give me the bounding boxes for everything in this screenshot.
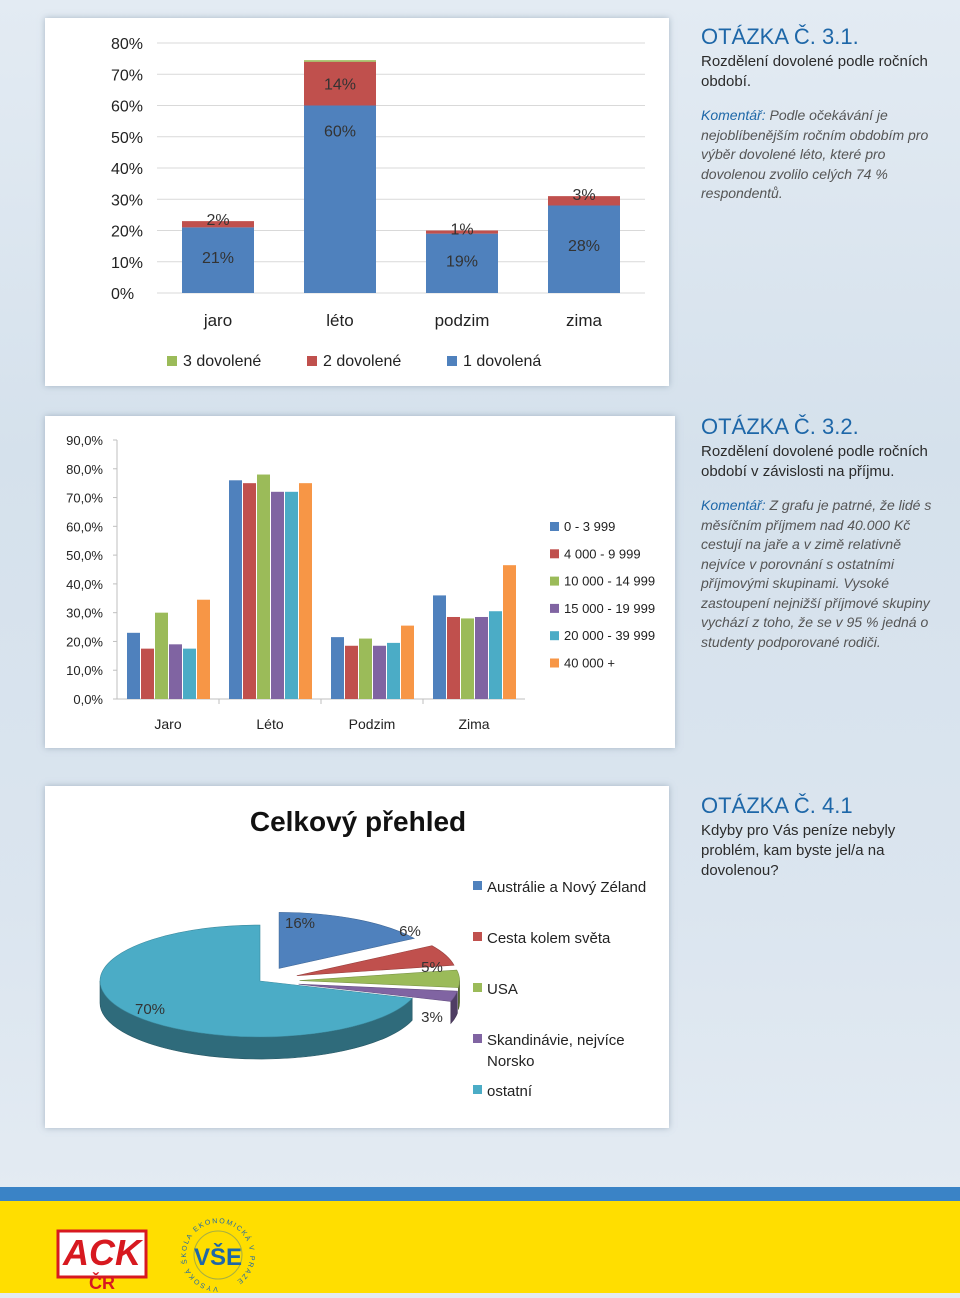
y-tick-label: 60,0%	[66, 519, 103, 535]
bar-4-000-9-999	[243, 483, 256, 699]
data-label: 70%	[134, 1001, 166, 1018]
legend-swatch-40-000	[550, 659, 559, 668]
data-label: 1%	[450, 221, 474, 239]
data-label: 16%	[284, 915, 316, 932]
y-tick-label: 0,0%	[73, 692, 103, 707]
comment-text: Podle očekávání je nejoblíbenějším ročním obdobím pro výběr dovolené léto, které pro dovolenou zvolilo celých 74 % respondentů.	[701, 107, 929, 201]
x-tick-label: Jaro	[154, 716, 182, 732]
bar-0-3-999	[127, 633, 140, 699]
x-tick-label: Zima	[458, 716, 490, 732]
y-tick-label: 60%	[111, 98, 144, 116]
question-subtitle: Rozdělení dovolené podle ročních období v závislosti na příjmu.	[701, 443, 928, 480]
bar-40-000	[299, 483, 312, 699]
bar-10-000-14-999	[359, 639, 372, 699]
legend-swatch-cesta-kolem-sv-ta	[473, 932, 482, 941]
bar-4-000-9-999	[345, 646, 358, 699]
vse-logo	[179, 1218, 255, 1292]
x-tick-label: jaro	[203, 311, 233, 330]
y-tick-label: 10%	[111, 254, 144, 272]
question-comment	[701, 496, 941, 652]
legend-label: ostatní	[487, 1083, 533, 1100]
legend-label: USA	[487, 981, 518, 998]
data-label: 21%	[201, 249, 235, 267]
x-tick-label: podzim	[434, 311, 490, 330]
y-tick-label: 10,0%	[66, 663, 103, 679]
bar-0-3-999	[433, 595, 446, 699]
legend-label: Austrálie a Nový Zéland	[487, 879, 647, 896]
legend-swatch-10-000-14-999	[550, 577, 559, 586]
bar-40-000	[503, 565, 516, 699]
bar-15-000-19-999	[475, 617, 488, 699]
x-tick-label: zima	[566, 311, 602, 330]
question-4-1	[701, 793, 941, 881]
y-tick-label: 50,0%	[66, 548, 103, 564]
question-title: OTÁZKA Č. 4.1	[701, 793, 853, 818]
question-title: OTÁZKA Č. 3.2.	[701, 414, 859, 439]
y-tick-label: 0%	[111, 286, 135, 303]
legend-swatch-0-3-999	[550, 522, 559, 531]
bar-20-000-39-999	[285, 492, 298, 699]
data-label: 19%	[445, 253, 479, 271]
legend-label: 4 000 - 9 999	[564, 546, 641, 562]
ack-logo	[58, 1231, 146, 1293]
legend-label: 1 dovolená	[463, 353, 542, 370]
ack-logo-subtext: ČR	[89, 1273, 115, 1293]
comment-label: Komentář:	[701, 107, 766, 123]
bar-10-000-14-999	[155, 613, 168, 699]
bar-15-000-19-999	[169, 644, 182, 699]
chart-panel-income	[45, 416, 675, 748]
legend-swatch-austr-lie-a-nov-z-land	[473, 881, 482, 890]
legend-label: 3 dovolené	[183, 353, 262, 370]
y-tick-label: 30,0%	[66, 605, 103, 621]
legend-swatch-3-dovolen	[167, 356, 177, 366]
legend-label: 15 000 - 19 999	[564, 600, 656, 616]
bar-0-3-999	[331, 637, 344, 699]
bar-0-3-999	[229, 480, 242, 699]
bar-15-000-19-999	[271, 492, 284, 699]
comment-text: Z grafu je patrné, že lidé s měsíčním příjmem nad 40.000 Kč cestují na jaře a v zimě relativně nejvíce v porovnání s ostatními příjmovými skupinami. Vysoké zastoupení nejnižší příjmové skupiny vychází z toho, že se v 95 % jedná o studenty podporované rodiči.	[701, 497, 932, 650]
bar-20-000-39-999	[387, 643, 400, 699]
question-comment	[701, 106, 941, 204]
bar-15-000-19-999	[373, 646, 386, 699]
chart-income-groups	[45, 416, 675, 748]
legend-label: 2 dovolené	[323, 353, 402, 370]
legend-swatch-4-000-9-999	[550, 549, 559, 558]
bar-20-000-39-999	[183, 649, 196, 699]
data-label: 5%	[421, 959, 443, 976]
bar-4-000-9-999	[141, 649, 154, 699]
vse-logo-ring-text: VYSOKÁ ŠKOLA EKONOMICKÁ V PRAZE	[181, 1217, 256, 1293]
y-tick-label: 20,0%	[66, 634, 103, 650]
vse-logo-text: VŠE	[193, 1244, 243, 1271]
question-subtitle: Kdyby pro Vás peníze nebyly problém, kam byste jel/a na dovolenou?	[701, 822, 896, 879]
y-tick-label: 20%	[111, 223, 144, 241]
legend-swatch-2-dovolen	[307, 356, 317, 366]
footer	[0, 1201, 960, 1293]
legend-swatch-15-000-19-999	[550, 604, 559, 613]
chart-seasons-stacked	[45, 18, 669, 386]
chart-title: Celkový přehled	[249, 806, 467, 837]
legend-swatch-ostatn	[473, 1085, 482, 1094]
y-tick-label: 40,0%	[66, 576, 103, 592]
bar-10-000-14-999	[461, 618, 474, 699]
y-tick-label: 90,0%	[66, 433, 103, 448]
bar-4-000-9-999	[447, 617, 460, 699]
data-label: 60%	[323, 123, 357, 141]
y-tick-label: 50%	[111, 129, 144, 147]
comment-label: Komentář:	[701, 497, 766, 513]
data-label: 6%	[399, 923, 421, 940]
y-tick-label: 30%	[111, 192, 144, 210]
question-subtitle: Rozdělení dovolené podle ročních období.	[701, 53, 928, 90]
y-tick-label: 70,0%	[66, 490, 103, 506]
legend-swatch-1-dovolen	[447, 356, 457, 366]
data-label: 28%	[567, 237, 601, 255]
legend-label: Cesta kolem světa	[487, 930, 611, 947]
bar-3-dovolen	[304, 60, 376, 62]
legend-label: 20 000 - 39 999	[564, 628, 656, 644]
legend-label: Skandinávie, nejvíce	[487, 1032, 625, 1049]
bar-40-000	[401, 626, 414, 699]
legend-swatch-skandin-vie-nejv-ce-norsko	[473, 1034, 482, 1043]
data-label: 14%	[323, 76, 357, 94]
legend-swatch-20-000-39-999	[550, 631, 559, 640]
question-3-1	[701, 24, 941, 204]
legend-swatch-usa	[473, 983, 482, 992]
y-tick-label: 80%	[111, 36, 144, 53]
chart-panel-destinations	[45, 786, 669, 1128]
y-tick-label: 40%	[111, 161, 144, 178]
bar-40-000	[197, 600, 210, 699]
footer-logos	[0, 1201, 960, 1293]
data-label: 3%	[421, 1009, 443, 1026]
x-tick-label: Léto	[256, 716, 284, 732]
bar-20-000-39-999	[489, 611, 502, 699]
chart-destinations-pie	[45, 786, 669, 1128]
bar-10-000-14-999	[257, 475, 270, 699]
legend-label: 40 000 +	[564, 655, 615, 671]
legend-label: 10 000 - 14 999	[564, 573, 656, 589]
question-3-2	[701, 414, 941, 652]
ack-logo-text: ACK	[63, 1232, 141, 1273]
y-tick-label: 70%	[111, 67, 144, 85]
x-tick-label: léto	[326, 311, 354, 330]
data-label: 3%	[572, 187, 596, 205]
legend-label: Norsko	[487, 1053, 535, 1070]
legend-label: 0 - 3 999	[564, 519, 616, 534]
y-tick-label: 80,0%	[66, 461, 103, 477]
footer-stripe	[0, 1187, 960, 1201]
x-tick-label: Podzim	[348, 716, 396, 732]
data-label: 2%	[206, 212, 230, 230]
question-title: OTÁZKA Č. 3.1.	[701, 24, 859, 49]
chart-panel-seasons	[45, 18, 669, 386]
